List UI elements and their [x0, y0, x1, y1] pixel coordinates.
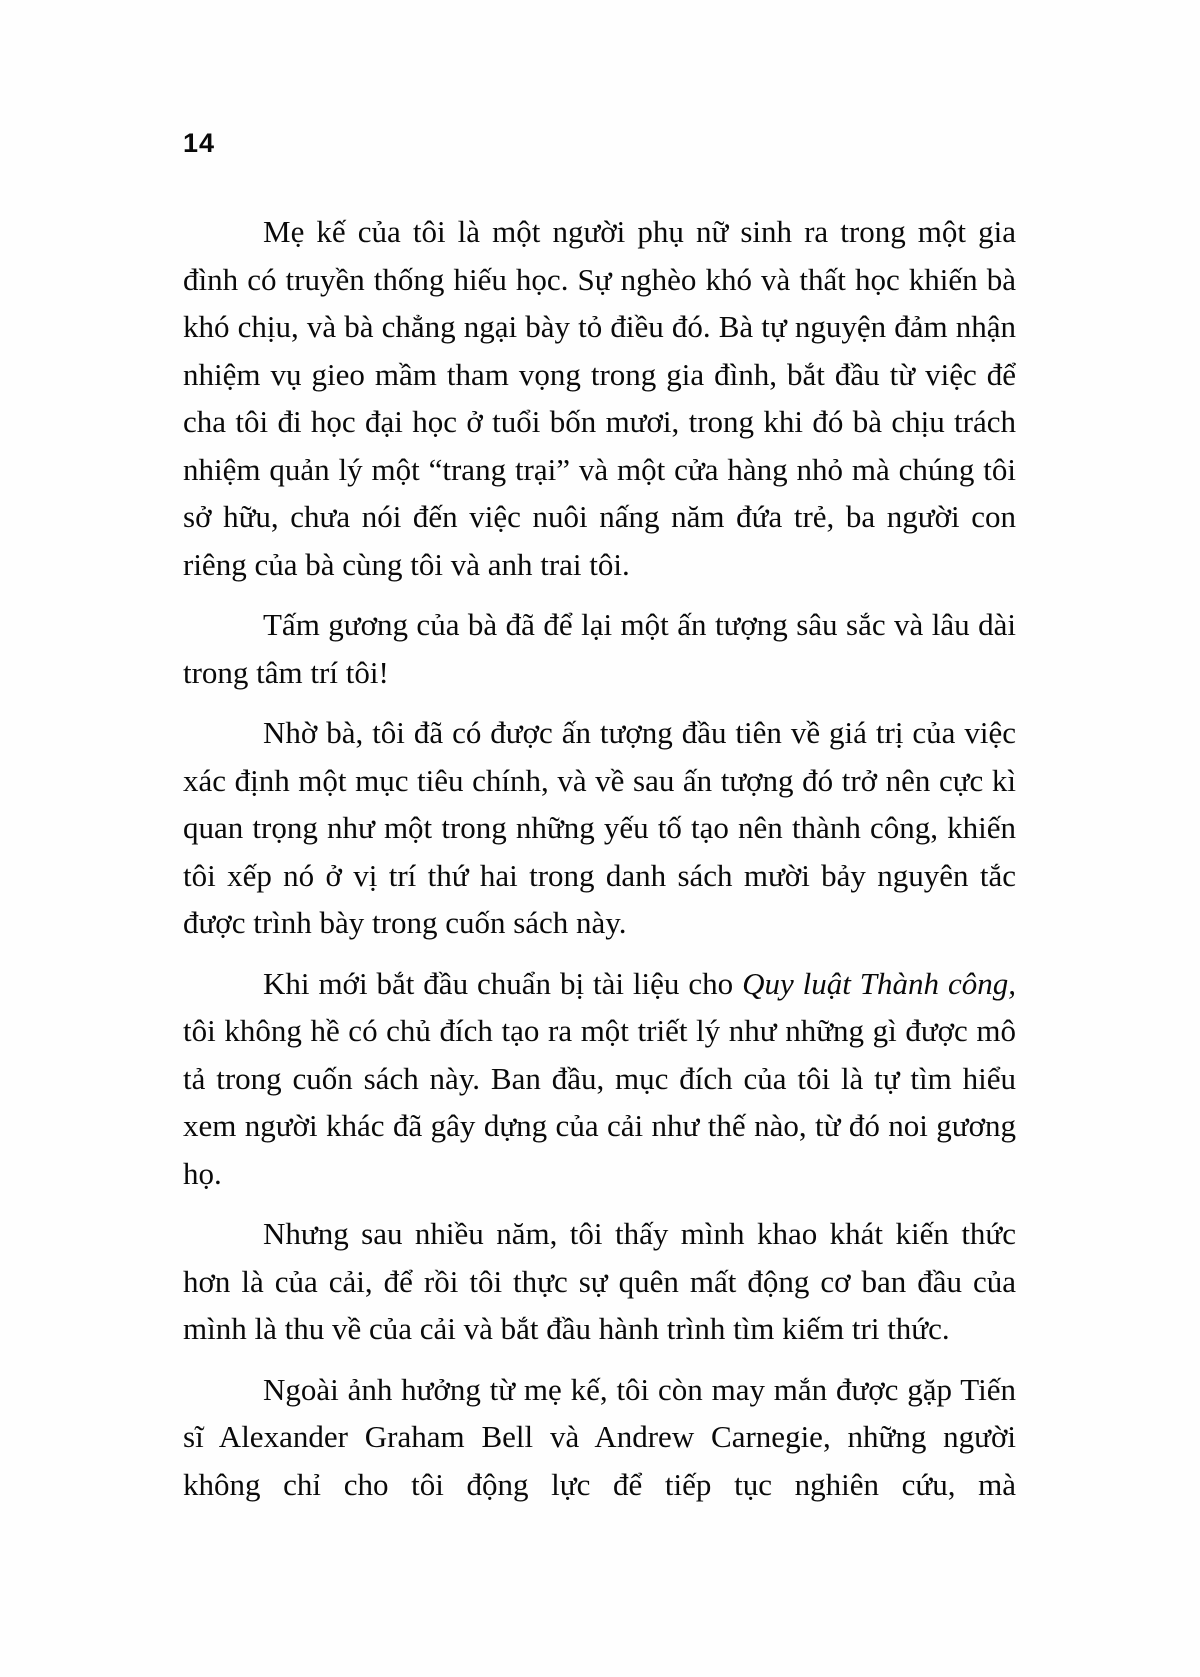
paragraph-lasting-impression: Tấm gương của bà đã để lại một ấn tượng sâu sắc và lâu dài trong tâm trí tôi!	[183, 607, 1016, 690]
paragraph-segment-after-title: tôi không hề có chủ đích tạo ra một triết lý như những gì được mô tả trong cuốn sách này. Ban đầu, mục đích của tôi là tự tìm hiểu xem người khác đã gây dựng của cải như thế nào, từ đó noi gương họ.	[183, 1013, 1016, 1191]
page-number: 14	[183, 128, 216, 158]
paragraph-segment-before-title: Khi mới bắt đầu chuẩn bị tài liệu cho	[263, 965, 743, 1001]
paragraph-bell-carnegie: Ngoài ảnh hưởng từ mẹ kế, tôi còn may mắn được gặp Tiến sĩ Alexander Graham Bell và Andrew Carnegie, những người không chỉ cho tôi động lực để tiếp tục nghiên cứu, mà	[183, 1371, 1016, 1502]
page-content	[183, 126, 1016, 1508]
paragraph-stepmother: Mẹ kế của tôi là một người phụ nữ sinh ra trong một gia đình có truyền thống hiếu học. Sự nghèo khó và thất học khiến bà khó chịu, và bà chẳng ngại bày tỏ điều đó. Bà tự nguyện đảm nhận nhiệm vụ gieo mầm tham vọng trong gia đình, bắt đầu từ việc để cha tôi đi học đại học ở tuổi bốn mươi, trong khi đó bà chịu trách nhiệm quản lý một “trang trại” và một cửa hàng nhỏ mà chúng tôi sở hữu, chưa nói đến việc nuôi nấng năm đứa trẻ, ba người con riêng của bà cùng tôi và anh trai tôi.	[183, 214, 1016, 582]
paragraph-knowledge-over-wealth: Nhưng sau nhiều năm, tôi thấy mình khao khát kiến thức hơn là của cải, để rồi tôi thực sự quên mất động cơ ban đầu của mình là thu về của cải và bắt đầu hành trình tìm kiếm tri thức.	[183, 1216, 1016, 1346]
paragraph-law-of-success	[183, 960, 1016, 1198]
book-title-law-of-success: Quy luật Thành công,	[742, 965, 1016, 1001]
paragraph-definite-purpose: Nhờ bà, tôi đã có được ấn tượng đầu tiên về giá trị của việc xác định một mục tiêu chính, và về sau ấn tượng đó trở nên cực kì quan trọng như một trong những yếu tố tạo nên thành công, khiến tôi xếp nó ở vị trí thứ hai trong danh sách mười bảy nguyên tắc được trình bày trong cuốn sách này.	[183, 715, 1016, 940]
body-text	[183, 208, 1016, 1508]
